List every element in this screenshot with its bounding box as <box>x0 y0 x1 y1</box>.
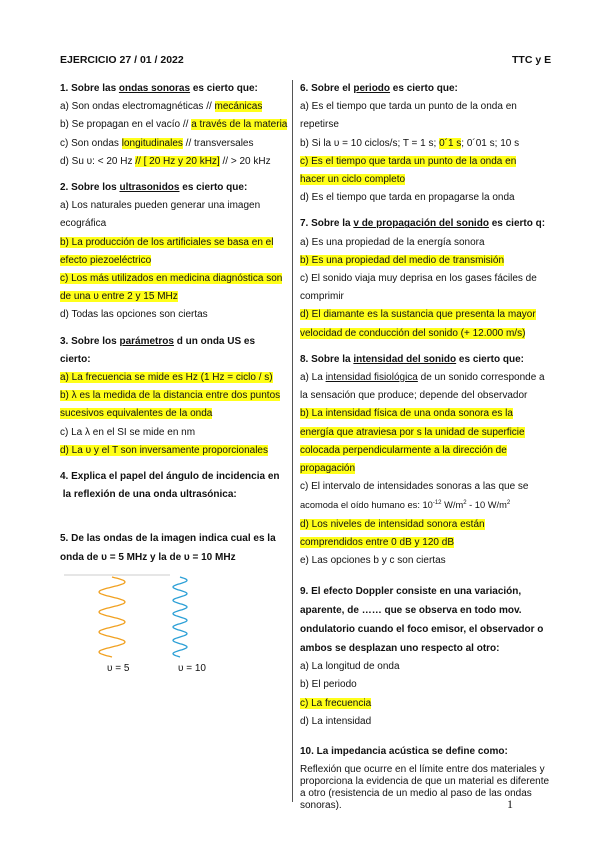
q3-option-b: b) λ es la medida de la distancia entre dos puntos sucesivos equivalentes de la onda <box>60 390 281 420</box>
q7-option-c: c) El sonido viaja muy deprisa en los gases fáciles de comprimir <box>300 273 537 303</box>
q1-option-a: a) Son ondas electromagnéticas // mecánicas <box>60 101 263 113</box>
q2-option-c: c) Los más utilizados en medicina diagnóstica son de una υ entre 2 y 15 MHz <box>60 273 283 303</box>
column-divider <box>292 80 293 802</box>
q8-option-b: b) La intensidad física de una onda sonora es la energía que atraviesa por s la unidad de superficie colocada perpendicularmente a la dirección de propagación <box>300 408 525 475</box>
wave-high-label: υ = 10 <box>178 662 206 674</box>
wave-high-frequency <box>173 577 187 657</box>
wave-low-label: υ = 5 <box>107 662 130 674</box>
q2-option-d: d) Todas las opciones son ciertas <box>60 309 208 321</box>
q9-option-d: d) La intensidad <box>300 715 372 727</box>
q1-option-c: c) Son ondas longitudinales // transversales <box>60 137 254 149</box>
q3-option-d: d) La υ y el T son inversamente proporcionales <box>60 444 268 456</box>
waves-figure <box>60 573 260 674</box>
q8-option-e: e) Las opciones b y c son ciertas <box>300 555 446 567</box>
question-7-title: 7. Sobre la v de propagación del sonido es cierto q: <box>300 218 546 230</box>
right-column <box>300 80 554 812</box>
question-10-title: 10. La impedancia acústica se define como: <box>300 746 508 758</box>
course-code: TTC y E <box>512 54 552 66</box>
q8-option-a: a) La intensidad fisiológica de un sonido corresponde a la sensación que produce; depende del observador <box>300 372 545 402</box>
q6-option-c: c) Es el tiempo que tarda un punto de la onda en hacer un ciclo completo <box>300 155 517 186</box>
exam-title: EJERCICIO 27 / 01 / 2022 <box>60 54 184 66</box>
q9-option-b: b) El periodo <box>300 679 357 691</box>
waves-illustration <box>60 573 260 661</box>
q3-option-a: a) La frecuencia se mide es Hz (1 Hz = ciclo / s) <box>60 372 273 384</box>
question-4-title: 4. Explica el papel del ángulo de incidencia en la reflexión de una onda ultrasónica: <box>60 471 280 501</box>
q8-option-d: d) Los niveles de intensidad sonora están comprendidos entre 0 dB y 120 dB <box>300 518 485 548</box>
q6-option-d: d) Es el tiempo que tarda en propagarse la onda <box>300 192 515 204</box>
q2-option-a: a) Los naturales pueden generar una imagen ecográfica <box>60 200 261 230</box>
q9-option-a: a) La longitud de onda <box>300 661 400 673</box>
question-9-title: 9. El efecto Doppler consiste en una variación, aparente, de …… que se observa en todo mov. ondulatorio cuando el foco emisor, el observador o ambos se desplazan uno respecto al otro: <box>300 586 544 655</box>
question-2-title: 2. Sobre los ultrasonidos es cierto que: <box>60 182 248 194</box>
q8-option-c: c) El intervalo de intensidades sonoras a las que se acomoda el oído humano es: $10^{-12}$ $W/m^2 - 10$ $W/m^2$ <box>300 481 529 511</box>
question-1-title: 1. Sobre las ondas sonoras es cierto que: <box>60 83 258 94</box>
q10-answer: Reflexión que ocurre en el límite entre dos materiales y proporciona la evidencia de que un material es diferente a otro (resistencia de un medio al paso de las ondas sonoras). <box>300 764 550 812</box>
q1-option-d: d) Su υ: < 20 Hz // [ 20 Hz y 20 kHz] // > 20 kHz <box>60 155 271 167</box>
q7-option-d: d) El diamante es la sustancia que presenta la mayor velocidad de conducción del sonido (+ 12.000 m/s) <box>300 309 536 339</box>
question-6-title: 6. Sobre el periodo es cierto que: <box>300 83 458 94</box>
q1-option-b: b) Se propagan en el vacío // a través de la materia <box>60 119 288 131</box>
page-number: 1 <box>507 797 513 811</box>
q3-option-c: c) La λ en el SI se mide en nm <box>60 426 196 438</box>
q2-option-b: b) La producción de los artificiales se basa en el efecto piezoeléctrico <box>60 236 274 266</box>
q6-option-b: b) Si la υ = 10 ciclos/s; T = 1 s; 0´1 s; 0´01 s; 10 s <box>300 137 520 149</box>
q6-option-a: a) Es el tiempo que tarda un punto de la onda en repetirse <box>300 101 517 131</box>
question-8-title: 8. Sobre la intensidad del sonido es cierto que: <box>300 353 524 365</box>
wave-low-frequency <box>99 577 125 657</box>
q7-option-a: a) Es una propiedad de la energía sonora <box>300 236 485 248</box>
left-column <box>60 80 288 674</box>
q9-option-c: c) La frecuencia <box>300 697 372 709</box>
question-5-title: 5. De las ondas de la imagen indica cual es la onda de υ = 5 MHz y la de υ = 10 MHz <box>60 533 276 563</box>
q7-option-b: b) Es una propiedad del medio de transmisión <box>300 254 505 266</box>
question-3-title: 3. Sobre los parámetros d un onda US es cierto: <box>60 335 256 365</box>
